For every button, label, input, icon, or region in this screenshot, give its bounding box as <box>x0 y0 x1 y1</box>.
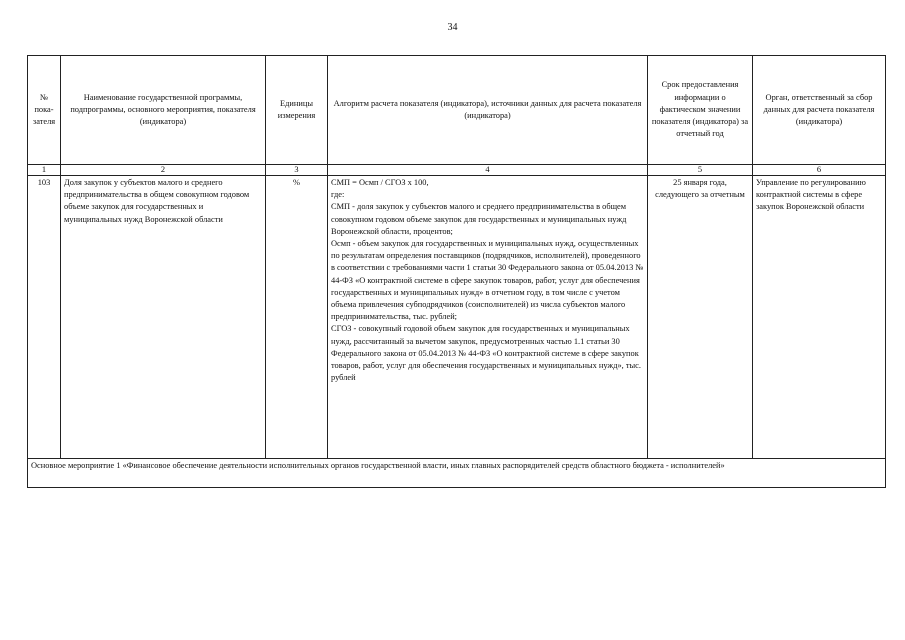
main-activity-title: Основное мероприятие 1 «Финансовое обеспечение деятельности исполнительных органов государственной власти, иных главных распорядителей средств областного бюджета - исполнителей» <box>28 459 886 488</box>
header-row <box>28 56 886 165</box>
column-number: 2 <box>61 165 266 176</box>
indicator-number: 103 <box>28 176 61 459</box>
indicator-table <box>27 55 886 488</box>
header-authority: Орган, ответственный за сбор данных для расчета показателя (индикатора) <box>753 56 886 165</box>
header-indicator-number: № пока-зателя <box>28 56 61 165</box>
algorithm-formula: СМП = Осмп / СГОЗ х 100, <box>331 178 429 187</box>
header-name: Наименование государственной программы, подпрограммы, основного мероприятия, показателя (индикатора) <box>61 56 266 165</box>
algorithm-definition-sgoz: СГОЗ - совокупный годовой объем закупок для государственных и муниципальных нужд, рассчитанный за вычетом закупок, предусмотренных частью 1.1 статьи 30 Федерального закона от 05.04.2013 № 44-ФЗ «О контрактной системе в сфере закупок товаров, работ, услуг для обеспечения государственных и муниципальных нужд», тыс. рублей <box>331 324 641 383</box>
column-number: 5 <box>648 165 753 176</box>
indicator-authority: Управление по регулированию контрактной системы в сфере закупок Воронежской области <box>753 176 886 459</box>
indicator-unit: % <box>266 176 328 459</box>
main-activity-row <box>28 459 886 488</box>
indicator-algorithm <box>328 176 648 459</box>
column-number: 4 <box>328 165 648 176</box>
algorithm-definition-smp: СМП - доля закупок у субъектов малого и среднего предпринимательства в общем совокупном годовом объеме закупок для государственных и муниципальных нужд Воронежской области, процентов; <box>331 202 627 236</box>
table-row <box>28 176 886 459</box>
header-unit: Единицы измерения <box>266 56 328 165</box>
indicator-deadline: 25 января года, следующего за отчетным <box>648 176 753 459</box>
column-number-row <box>28 165 886 176</box>
column-number: 6 <box>753 165 886 176</box>
column-number: 3 <box>266 165 328 176</box>
column-number: 1 <box>28 165 61 176</box>
header-deadline: Срок предоставления информации о фактическом значении показателя (индикатора) за отчетный год <box>648 56 753 165</box>
algorithm-definition-osmp: Осмп - объем закупок для государственных и муниципальных нужд, осуществленных по результатам определения поставщиков (подрядчиков, исполнителей), проведенного в соответствии с требованиями части 1 статьи 30 Федерального закона от 05.04.2013 № 44-ФЗ «О контрактной системе в сфере закупок товаров, работ, услуг для обеспечения государственных и муниципальных нужд» в отчетном году, в том числе с учетом объема привлечения субподрядчиков (соисполнителей) из числа субъектов малого предпринимательства, тыс. рублей; <box>331 239 644 322</box>
header-algorithm: Алгоритм расчета показателя (индикатора), источники данных для расчета показателя (индикатора) <box>328 56 648 165</box>
page-number: 34 <box>447 22 458 33</box>
indicator-name: Доля закупок у субъектов малого и среднего предпринимательства в общем совокупном годовом объеме закупок для государственных и муниципальных нужд Воронежской области <box>61 176 266 459</box>
algorithm-where: где: <box>331 190 345 200</box>
